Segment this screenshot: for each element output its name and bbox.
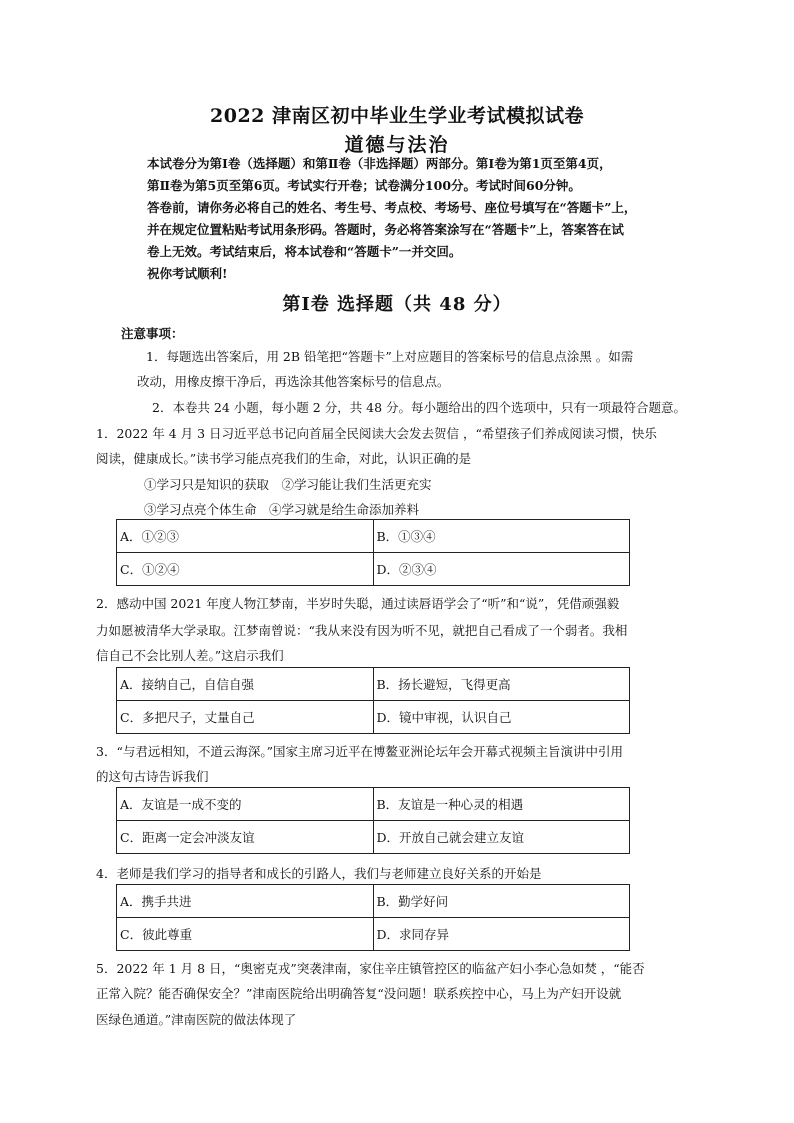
- statement-line: ③学习点亮个体生命 ④学习就是给生命添加养料: [144, 502, 420, 517]
- option-b[interactable]: B．①③④: [373, 520, 630, 553]
- option-b[interactable]: B．扬长避短，飞得更高: [373, 668, 630, 701]
- question-text: 1．2022 年 4 月 3 日习近平总书记向首届全民阅读大会发去贺信 ，“希望孩子们养成阅读习惯，快乐: [96, 426, 657, 441]
- notice-line: 1．每题选出答案后，用 2B 铅笔把“答题卡”上对应题目的答案标号的信息点涂黑 。如需: [146, 349, 634, 364]
- question-text: 4．老师是我们学习的指导者和成长的引路人，我们与老师建立良好关系的开始是: [96, 866, 542, 881]
- instruction-line: 卷上无效。考试结束后，将本试卷和“答题卡”一并交回。: [147, 244, 462, 259]
- options-table: [116, 667, 630, 734]
- exam-instructions: [147, 153, 687, 285]
- option-c[interactable]: C．彼此尊重: [117, 918, 374, 951]
- exam-title: 2022 津南区初中毕业生学业考试模拟试卷: [210, 105, 584, 127]
- option-a[interactable]: A．接纳自己，自信自强: [117, 668, 374, 701]
- instruction-line: 并在规定位置粘贴考试用条形码。答题时，务必将答案涂写在“答题卡”上，答案答在试: [147, 222, 624, 237]
- option-d[interactable]: D．②③④: [373, 553, 630, 586]
- instruction-line: 本试卷分为第Ⅰ卷（选择题）和第Ⅱ卷（非选择题）两部分。第Ⅰ卷为第1页至第4页，: [147, 156, 612, 171]
- option-c[interactable]: C．多把尺子，丈量自己: [117, 701, 374, 734]
- option-c[interactable]: C．距离一定会冲淡友谊: [117, 821, 374, 854]
- options-table: [116, 884, 630, 951]
- section-title: 第Ⅰ卷 选择题（共 48 分）: [282, 294, 512, 315]
- options-table: [116, 787, 630, 854]
- option-d[interactable]: D．求同存异: [373, 918, 630, 951]
- question-text: 力如愿被清华大学录取。江梦南曾说：“我从来没有因为听不见，就把自己看成了一个弱者。我相: [96, 623, 628, 638]
- question-text: 3．“与君远相知，不道云海深。”国家主席习近平在博鳌亚洲论坛年会开幕式视频主旨演讲中引用: [96, 744, 623, 759]
- instruction-line: 第Ⅱ卷为第5页至第6页。考试实行开卷；试卷满分100分。考试时间60分钟。: [147, 178, 581, 193]
- option-d[interactable]: D．镜中审视，认识自己: [373, 701, 630, 734]
- question-text: 阅读，健康成长。”读书学习能点亮我们的生命，对此，认识正确的是: [96, 451, 472, 466]
- statement-line: ①学习只是知识的获取 ②学习能让我们生活更充实: [144, 477, 432, 492]
- notice-title: 注意事项：: [121, 326, 184, 341]
- option-b[interactable]: B．友谊是一种心灵的相遇: [373, 788, 630, 821]
- question-text: 2．感动中国 2021 年度人物江梦南，半岁时失聪，通过读唇语学会了“听”和“说”，凭借顽强毅: [96, 596, 620, 611]
- options-table: [116, 519, 630, 586]
- option-a[interactable]: A．①②③: [117, 520, 374, 553]
- option-a[interactable]: A．友谊是一成不变的: [117, 788, 374, 821]
- option-a[interactable]: A．携手共进: [117, 885, 374, 918]
- option-d[interactable]: D．开放自己就会建立友谊: [373, 821, 630, 854]
- notice-line: 改动，用橡皮擦干净后，再选涂其他答案标号的信息点。: [137, 374, 450, 389]
- question-text: 信自己不会比别人差。”这启示我们: [96, 648, 284, 663]
- instruction-line: 祝你考试顺利!: [147, 266, 228, 281]
- subject-title: 道德与法治: [344, 134, 450, 156]
- option-c[interactable]: C．①②④: [117, 553, 374, 586]
- question-text: 5．2022 年 1 月 8 日，“奥密克戎”突袭津南，家住辛庄镇管控区的临盆产妇小李心急如焚 ，“能否: [96, 961, 645, 976]
- question-text: 的这句古诗告诉我们: [96, 769, 209, 784]
- instruction-line: 答卷前，请你务必将自己的姓名、考生号、考点校、考场号、座位号填写在“答题卡”上，: [147, 200, 637, 215]
- question-text: 医绿色通道。”津南医院的做法体现了: [96, 1012, 297, 1027]
- option-b[interactable]: B．勤学好问: [373, 885, 630, 918]
- notice-line: 2．本卷共 24 小题，每小题 2 分，共 48 分。每小题给出的四个选项中，只有一项最符合题意。: [152, 400, 687, 415]
- question-text: 正常入院？能否确保安全？”津南医院给出明确答复“没问题！联系疾控中心，马上为产妇开设就: [96, 986, 622, 1001]
